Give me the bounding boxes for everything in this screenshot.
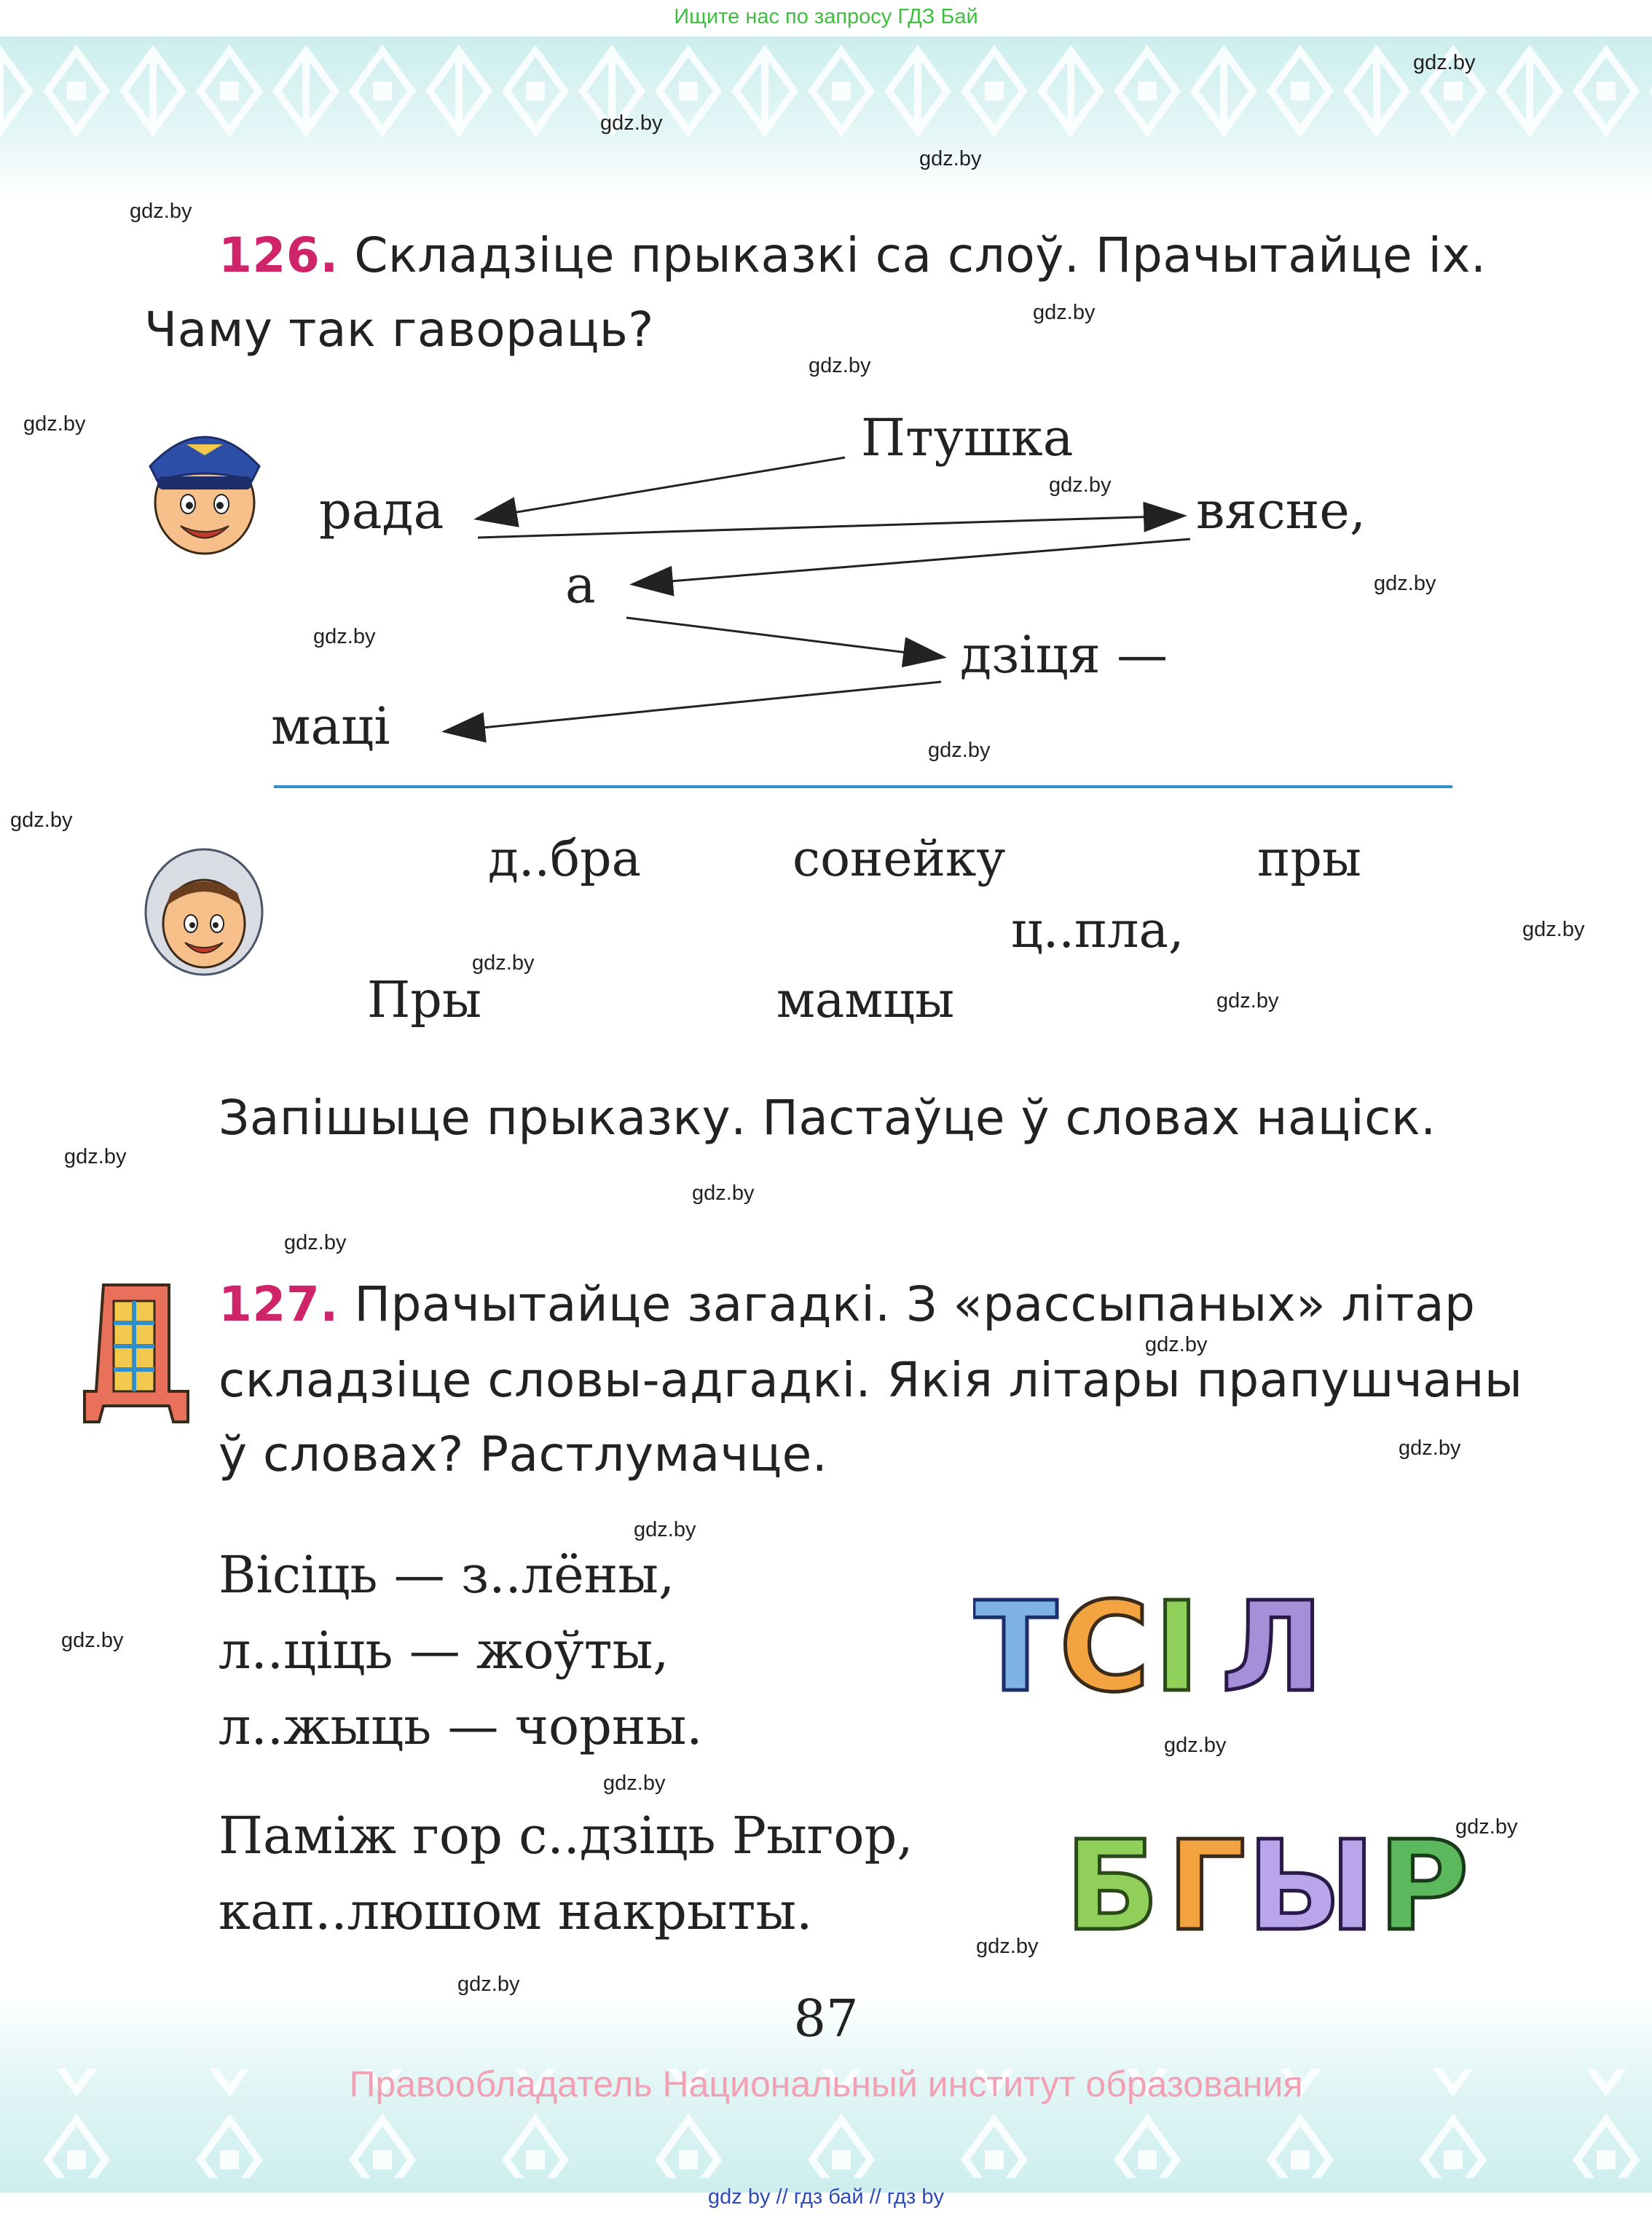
- page-number: 87: [793, 1989, 859, 2048]
- watermark: gdz.by: [1522, 918, 1585, 941]
- watermark: gdz.by: [1399, 1436, 1461, 1460]
- scattered-letters-2: [1065, 1820, 1473, 1943]
- watermark: gdz.by: [284, 1231, 347, 1254]
- exercise-text: Складзіце прыказкі са слоў. Прачытайце іх.: [354, 227, 1487, 283]
- letter-r: Р: [1378, 1820, 1469, 1943]
- watermark: gdz.by: [976, 1935, 1039, 1958]
- watermark: gdz.by: [634, 1518, 696, 1541]
- watermark: gdz.by: [23, 412, 86, 436]
- letter-s: С: [1059, 1581, 1150, 1705]
- watermark: gdz.by: [1164, 1734, 1227, 1757]
- watermark: gdz.by: [10, 809, 73, 832]
- top-banner[interactable]: Ищите нас по запросу ГДЗ Бай: [674, 5, 978, 28]
- arrow: [478, 457, 845, 519]
- watermark: gdz.by: [130, 200, 192, 223]
- letter-b: Б: [1065, 1820, 1160, 1943]
- exercise-number: 127.: [219, 1276, 339, 1332]
- word-matsi: маці: [271, 696, 390, 756]
- watermark: gdz.by: [457, 1973, 520, 1996]
- exercise-127-line2: складзіце словы-адгадкі. Якія літары прапушчаны: [219, 1352, 1523, 1408]
- watermark: gdz.by: [1049, 473, 1112, 497]
- watermark: gdz.by: [313, 625, 376, 648]
- riddle-line: Вісіць — з..лёны,: [219, 1545, 675, 1605]
- copyright-holder-text: Правообладатель Национальный институт образования: [349, 2064, 1303, 2104]
- letter-g: Г: [1167, 1820, 1246, 1943]
- riddle-line: л..жыць — чорны.: [219, 1697, 703, 1756]
- watermark: gdz.by: [472, 951, 535, 975]
- word-tsipla: ц..пла,: [1011, 902, 1184, 959]
- riddle-line: л..ціць — жоўты,: [219, 1621, 669, 1681]
- word-rada: рада: [319, 481, 444, 540]
- letter-y: Ы: [1247, 1820, 1376, 1943]
- word-dzitsya: дзіця —: [960, 625, 1168, 685]
- exercise-126-line2: Чаму так гавораць?: [144, 302, 654, 358]
- watermark: gdz.by: [61, 1629, 124, 1652]
- word-a: а: [565, 555, 596, 615]
- word-vyasne: вясне,: [1196, 481, 1366, 540]
- arrow: [634, 539, 1190, 584]
- watermark: gdz.by: [928, 739, 991, 762]
- exercise-127-line3: ў словах? Растлумачце.: [219, 1426, 828, 1482]
- watermark: gdz.by: [64, 1145, 127, 1168]
- bottom-site-links[interactable]: gdz by // гдз бай // гдз by: [708, 2185, 944, 2209]
- watermark: gdz.by: [1033, 301, 1096, 324]
- watermark: gdz.by: [600, 111, 663, 135]
- letter-i: І: [1154, 1581, 1200, 1705]
- letter-t: Т: [973, 1581, 1058, 1705]
- word-arrows: [0, 0, 1652, 801]
- arrow: [626, 618, 943, 657]
- exercise-127-line1: [219, 1276, 1475, 1332]
- watermark: gdz.by: [1413, 51, 1476, 74]
- initial-letter-d-icon: [82, 1282, 191, 1425]
- riddle-1: [219, 1537, 703, 1764]
- watermark: gdz.by: [919, 147, 982, 170]
- watermark: gdz.by: [1145, 1333, 1208, 1356]
- watermark: gdz.by: [603, 1772, 666, 1795]
- watermark: gdz.by: [692, 1182, 755, 1205]
- watermark: gdz.by: [809, 354, 871, 377]
- riddle-line: кап..люшом накрыты.: [219, 1882, 813, 1941]
- word-dobra: д..бра: [488, 830, 642, 888]
- word-pry-capital: Пры: [367, 972, 481, 1029]
- word-ptushka: Птушка: [861, 408, 1074, 468]
- letter-l: Л: [1221, 1581, 1324, 1705]
- word-mamtsy: мамцы: [776, 972, 955, 1029]
- riddle-2: [219, 1798, 913, 1949]
- arrow: [446, 682, 941, 731]
- riddle-line: Паміж гор с..дзіць Рыгор,: [219, 1806, 913, 1866]
- word-pry: пры: [1257, 830, 1361, 888]
- exercise-text: Прачытайце загадкі. З «рассыпаных» літар: [354, 1276, 1476, 1332]
- scattered-letters-1: [973, 1581, 1337, 1705]
- exercise-126-task: Запішыце прыказку. Пастаўце ў словах націск.: [219, 1090, 1436, 1146]
- watermark: gdz.by: [1216, 989, 1279, 1013]
- word-soneyku: сонейку: [792, 830, 1006, 888]
- astronaut-boy-illustration: [143, 848, 265, 980]
- watermark: gdz.by: [1374, 572, 1436, 595]
- watermark: gdz.by: [1455, 1815, 1518, 1839]
- exercise-number: 126.: [219, 227, 339, 283]
- arrow: [478, 516, 1183, 538]
